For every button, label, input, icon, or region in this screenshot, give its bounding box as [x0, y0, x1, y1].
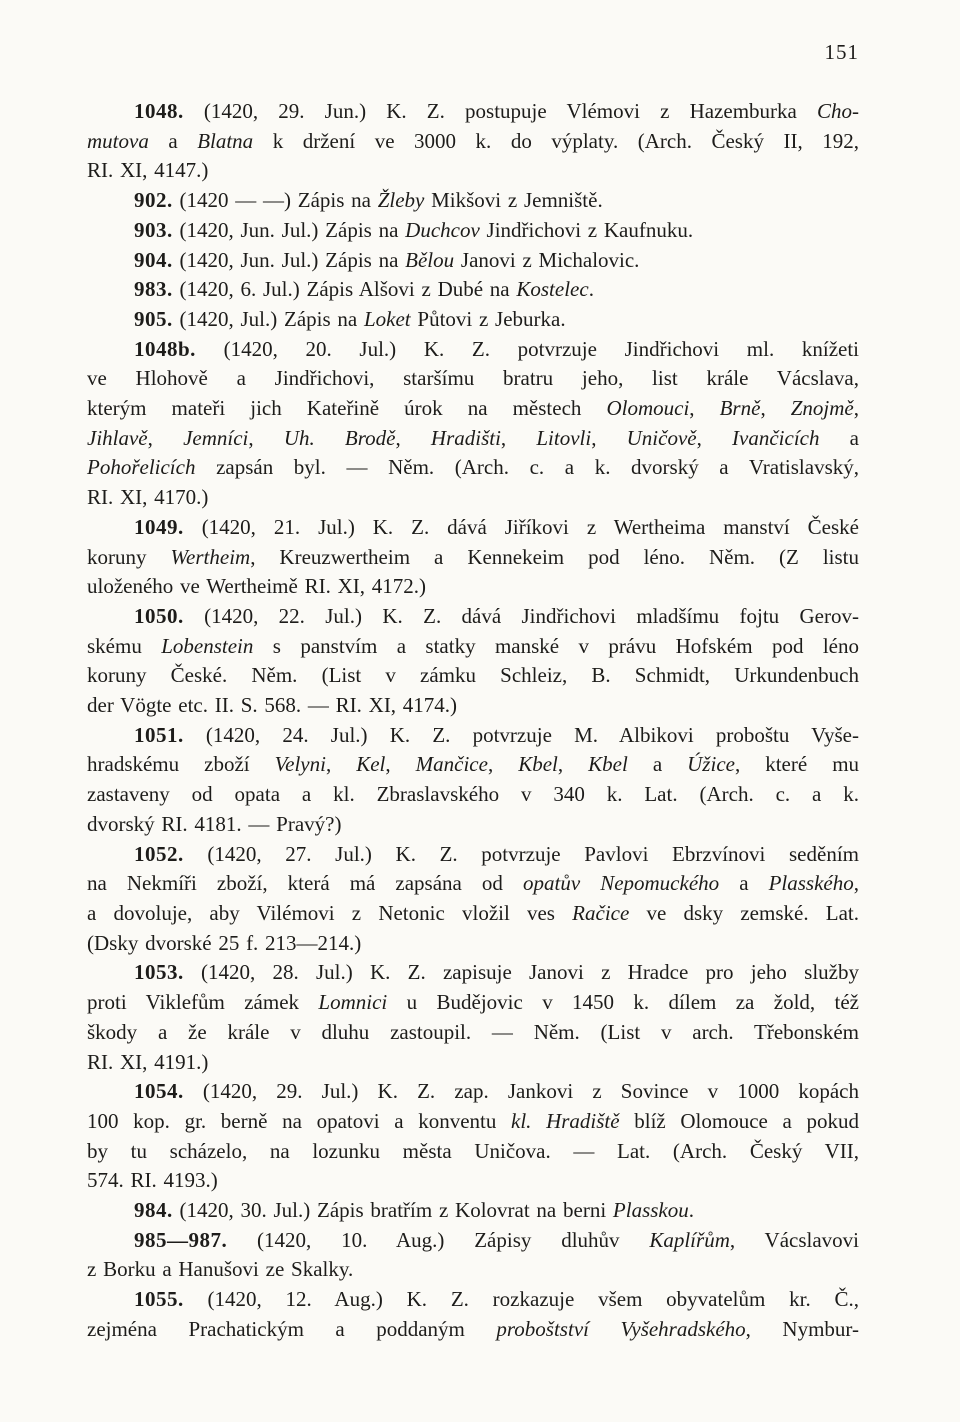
text-run: ,: [760, 396, 791, 421]
entry-line: [87, 958, 859, 988]
text-run: (1420, 6. Jul.) Zápis Alšovi z Dubé na: [172, 277, 517, 302]
place-name-italic: Kel: [356, 752, 386, 777]
place-name-italic: Jihlavě: [87, 425, 148, 450]
entry-line: [87, 1226, 859, 1256]
text-run: der Vögte etc. II. S. 568. — RI. XI, 4174.): [87, 693, 458, 718]
place-name-italic: Cho-: [817, 99, 859, 123]
place-name-italic: Kaplířům: [649, 1227, 730, 1252]
text-run: s panstvím a statky manské v právu Hofském pod léno: [253, 633, 859, 658]
place-name-italic: Račice: [572, 900, 630, 925]
text-run: a dovoluje, aby Vilémovi z Netonic vložil ves: [87, 900, 573, 925]
entry-line: [87, 899, 859, 929]
entry-line: [87, 246, 859, 276]
place-name-italic: Jemníci: [183, 425, 249, 450]
entry-number: 902.: [134, 188, 173, 213]
text-run: ,: [500, 425, 537, 450]
place-name-italic: Lomnici: [318, 990, 388, 1015]
regest-entry: [87, 958, 859, 1077]
entry-number: 1048b.: [134, 336, 196, 361]
text-run: (1420, 29. Jun.) K. Z. postupuje Vlémovi z Hazemburka: [183, 99, 817, 123]
regest-entry: [87, 97, 859, 186]
entry-line: [87, 691, 859, 721]
place-name-italic: Mančice: [415, 752, 488, 777]
text-run: zejména Prachatickým a poddaným: [87, 1316, 497, 1341]
text-run: ,: [248, 425, 284, 450]
regest-entry: [87, 840, 859, 959]
entry-line: [87, 840, 859, 870]
text-run: (1420, 12. Aug.) K. Z. rozkazuje všem obyvatelům kr. Č.,: [183, 1287, 859, 1312]
entry-number: 903.: [134, 217, 173, 242]
text-run: skému: [87, 633, 162, 658]
entry-line: [87, 216, 859, 246]
text-run: , Vácslavovi: [729, 1227, 860, 1252]
entry-number: 1049.: [134, 514, 184, 539]
text-run: na Nekmíři zboží, která má zapsána od: [87, 871, 523, 896]
entry-number: 904.: [134, 247, 173, 272]
text-run: (1420, 27. Jul.) K. Z. potvrzuje Pavlovi Ebrzvínovi seděním: [183, 841, 859, 866]
entry-number: 1052.: [134, 841, 184, 866]
entry-number: 1054.: [134, 1079, 184, 1104]
place-name-italic: Kostelec: [516, 277, 589, 302]
entry-number: 984.: [134, 1198, 173, 1223]
entry-line: [87, 1107, 859, 1137]
entry-line: [87, 632, 859, 662]
entry-line: [87, 869, 859, 899]
entry-line: [87, 364, 859, 394]
entry-number: 1048.: [134, 99, 184, 123]
entry-line: [87, 424, 859, 454]
entry-line: [87, 1255, 859, 1285]
text-run: 100 kop. gr. berně na opatovi a konventu: [87, 1108, 512, 1133]
text-run: 574. RI. 4193.): [87, 1168, 218, 1193]
text-run: (Dsky dvorské 25 f. 213—214.): [87, 930, 362, 955]
entry-number: 983.: [134, 277, 173, 302]
place-name-italic: Znojmě: [790, 396, 854, 421]
regest-entry: [87, 1196, 859, 1226]
text-run: Půtovi z Jeburka.: [410, 306, 566, 331]
entry-number: 905.: [134, 306, 173, 331]
text-run: (1420, 10. Aug.) Zápisy dluhův: [227, 1227, 650, 1252]
text-run: koruny České. Něm. (List v zámku Schleiz, B. Schmidt, Urkundenbuch: [87, 663, 859, 688]
text-run: kterým mateři jich Kateřině úrok na městech: [87, 396, 607, 421]
entry-line: [87, 394, 859, 424]
regest-entry: [87, 602, 859, 721]
place-name-italic: Velyni: [274, 752, 326, 777]
page-number: 151: [824, 40, 859, 64]
text-run: (1420 — —) Zápis na: [172, 188, 378, 213]
text-run: dvorský RI. 4181. — Pravý?): [87, 811, 342, 836]
text-run: Mikšovi z Jemniště.: [424, 188, 603, 213]
entry-line: [87, 513, 859, 543]
text-run: a: [627, 752, 688, 777]
text-run: ,: [147, 425, 184, 450]
text-run: (1420, 21. Jul.) K. Z. dává Jiříkovi z Wertheima manství České: [183, 514, 859, 539]
text-run: blíž Olomouce a pokud: [619, 1108, 859, 1133]
text-run: Jindřichovi z Kaufnuku.: [479, 217, 694, 242]
entry-number: 985—987.: [134, 1227, 228, 1252]
text-run: ,: [487, 752, 519, 777]
place-name-italic: kl. Hradiště: [511, 1108, 620, 1133]
text-run: ,: [853, 396, 859, 421]
text-run: (1420, Jun. Jul.) Zápis na: [172, 217, 406, 242]
text-run: (1420, 30. Jul.) Zápis bratřím z Kolovrat na berni: [172, 1198, 613, 1223]
entry-line: [87, 1137, 859, 1167]
entry-line: [87, 275, 859, 305]
place-name-italic: proboštství Vyšehradského: [496, 1316, 746, 1341]
place-name-italic: Pohořelicích: [87, 455, 196, 480]
place-name-italic: Brně: [719, 396, 761, 421]
entry-line: [87, 750, 859, 780]
place-name-italic: Plasskou: [612, 1198, 689, 1223]
entry-line: [87, 127, 859, 157]
entry-line: [87, 1077, 859, 1107]
text-run: a: [148, 128, 198, 153]
text-run: RI. XI, 4191.): [87, 1049, 209, 1074]
entry-line: [87, 1048, 859, 1078]
text-run: , Nymbur-: [745, 1316, 859, 1341]
text-run: ,: [853, 871, 859, 896]
text-run: ,: [557, 752, 589, 777]
entry-line: [87, 1018, 859, 1048]
text-run: ,: [325, 752, 357, 777]
entry-line: [87, 988, 859, 1018]
entry-line: [87, 721, 859, 751]
text-run: ,: [696, 425, 733, 450]
text-run: u Budějovic v 1450 k. dílem za žold, též: [387, 990, 859, 1015]
entry-line: [87, 186, 859, 216]
text-run: .: [588, 277, 594, 302]
regest-entry: [87, 305, 859, 335]
entry-line: [87, 810, 859, 840]
text-run: z Borku a Hanušovi ze Skalky.: [87, 1257, 354, 1282]
entry-number: 1053.: [134, 960, 184, 985]
text-run: ,: [395, 425, 431, 450]
entry-line: [87, 1166, 859, 1196]
regest-entry: [87, 186, 859, 216]
regest-entry: [87, 275, 859, 305]
regest-entry: [87, 246, 859, 276]
text-run: (1420, Jul.) Zápis na: [172, 306, 364, 331]
regest-entry: [87, 1226, 859, 1285]
entry-line: [87, 572, 859, 602]
entry-line: [87, 1315, 859, 1345]
entry-line: [87, 305, 859, 335]
entry-line: [87, 483, 859, 513]
place-name-italic: Kbel: [588, 752, 628, 777]
text-run: (1420, 22. Jul.) K. Z. dává Jindřichovi mladšímu fojtu Gerov-: [183, 603, 859, 628]
place-name-italic: Uničově: [626, 425, 697, 450]
text-run: hradskému zboží: [87, 752, 275, 777]
text-run: Janovi z Michalovic.: [454, 247, 640, 272]
place-name-italic: Plasského: [768, 871, 854, 896]
text-run: RI. XI, 4170.): [87, 485, 209, 510]
entry-line: [87, 543, 859, 573]
text-run: (1420, 28. Jul.) K. Z. zapisuje Janovi z Hradce pro jeho služby: [183, 960, 859, 985]
text-run: (1420, 24. Jul.) K. Z. potvrzuje M. Albikovi proboštu Vyše-: [183, 722, 859, 747]
regest-entry: [87, 721, 859, 840]
entry-number: 1050.: [134, 603, 184, 628]
text-run: RI. XI, 4147.): [87, 158, 209, 183]
text-run: a: [819, 425, 860, 450]
text-run: ,: [385, 752, 416, 777]
text-run: zapsán byl. — Něm. (Arch. c. a k. dvorský a Vratislavský,: [195, 455, 859, 480]
text-run: (1420, 29. Jul.) K. Z. zap. Jankovi z Sovince v 1000 kopách: [183, 1079, 859, 1104]
entry-line: [87, 156, 859, 186]
text-run: ve dsky zemské. Lat.: [629, 900, 859, 925]
text-run: by tu scházelo, na lozunku města Uničova. — Lat. (Arch. Český VII,: [87, 1138, 859, 1163]
place-name-italic: Lobenstein: [161, 633, 254, 658]
entry-line: [87, 661, 859, 691]
regest-entry: [87, 216, 859, 246]
entry-line: [87, 335, 859, 365]
place-name-italic: Uh. Brodě: [283, 425, 396, 450]
entry-line: [87, 1285, 859, 1315]
place-name-italic: Wertheim: [170, 544, 251, 569]
entry-line: [87, 929, 859, 959]
entry-number: 1051.: [134, 722, 184, 747]
text-run: škody a že krále v dluhu zastoupil. — Něm. (List v arch. Třebonském: [87, 1019, 859, 1044]
place-name-italic: Ivančicích: [732, 425, 820, 450]
text-run: .: [688, 1198, 694, 1223]
text-run: uloženého ve Wertheimě RI. XI, 4172.): [87, 574, 426, 599]
text-run: , které mu: [734, 752, 860, 777]
regest-entry: [87, 1077, 859, 1196]
text-run: , Kreuzwertheim a Kennekeim pod léno. Něm. (Z listu: [250, 544, 859, 569]
text-run: koruny: [87, 544, 171, 569]
place-name-italic: opatův Nepomuckého: [522, 871, 720, 896]
place-name-italic: Kbel: [518, 752, 558, 777]
place-name-italic: mutova: [87, 128, 149, 153]
text-run: ve Hlohově a Jindřichovi, staršímu bratru jeho, list krále Vácslava,: [87, 366, 859, 391]
place-name-italic: Žleby: [377, 188, 425, 213]
regest-entry: [87, 513, 859, 602]
place-name-italic: Olomouci: [606, 396, 690, 421]
place-name-italic: Bělou: [405, 247, 455, 272]
place-name-italic: Hradišti: [430, 425, 501, 450]
text-run: a: [719, 871, 769, 896]
place-name-italic: Loket: [363, 306, 411, 331]
text-run: ,: [591, 425, 627, 450]
entry-line: [87, 97, 859, 127]
regest-entry: [87, 1285, 859, 1344]
text-run: (1420, Jun. Jul.) Zápis na: [172, 247, 406, 272]
text-run: proti Viklefům zámek: [87, 990, 319, 1015]
entry-line: [87, 602, 859, 632]
regest-entries: [87, 97, 859, 1345]
text-run: ,: [689, 396, 720, 421]
place-name-italic: Duchcov: [405, 217, 480, 242]
text-run: zastaveny od opata a kl. Zbraslavského v 340 k. Lat. (Arch. c. a k.: [87, 782, 859, 807]
entry-number: 1055.: [134, 1287, 184, 1312]
place-name-italic: Litovli: [536, 425, 592, 450]
entry-line: [87, 780, 859, 810]
entry-line: [87, 453, 859, 483]
regest-entry: [87, 335, 859, 513]
text-run: (1420, 20. Jul.) K. Z. potvrzuje Jindřichovi ml. knížeti: [195, 336, 859, 361]
place-name-italic: Úžice: [687, 752, 735, 777]
place-name-italic: Blatna: [197, 128, 254, 153]
entry-line: [87, 1196, 859, 1226]
text-run: k držení ve 3000 k. do výplaty. (Arch. Český II, 192,: [253, 128, 859, 153]
